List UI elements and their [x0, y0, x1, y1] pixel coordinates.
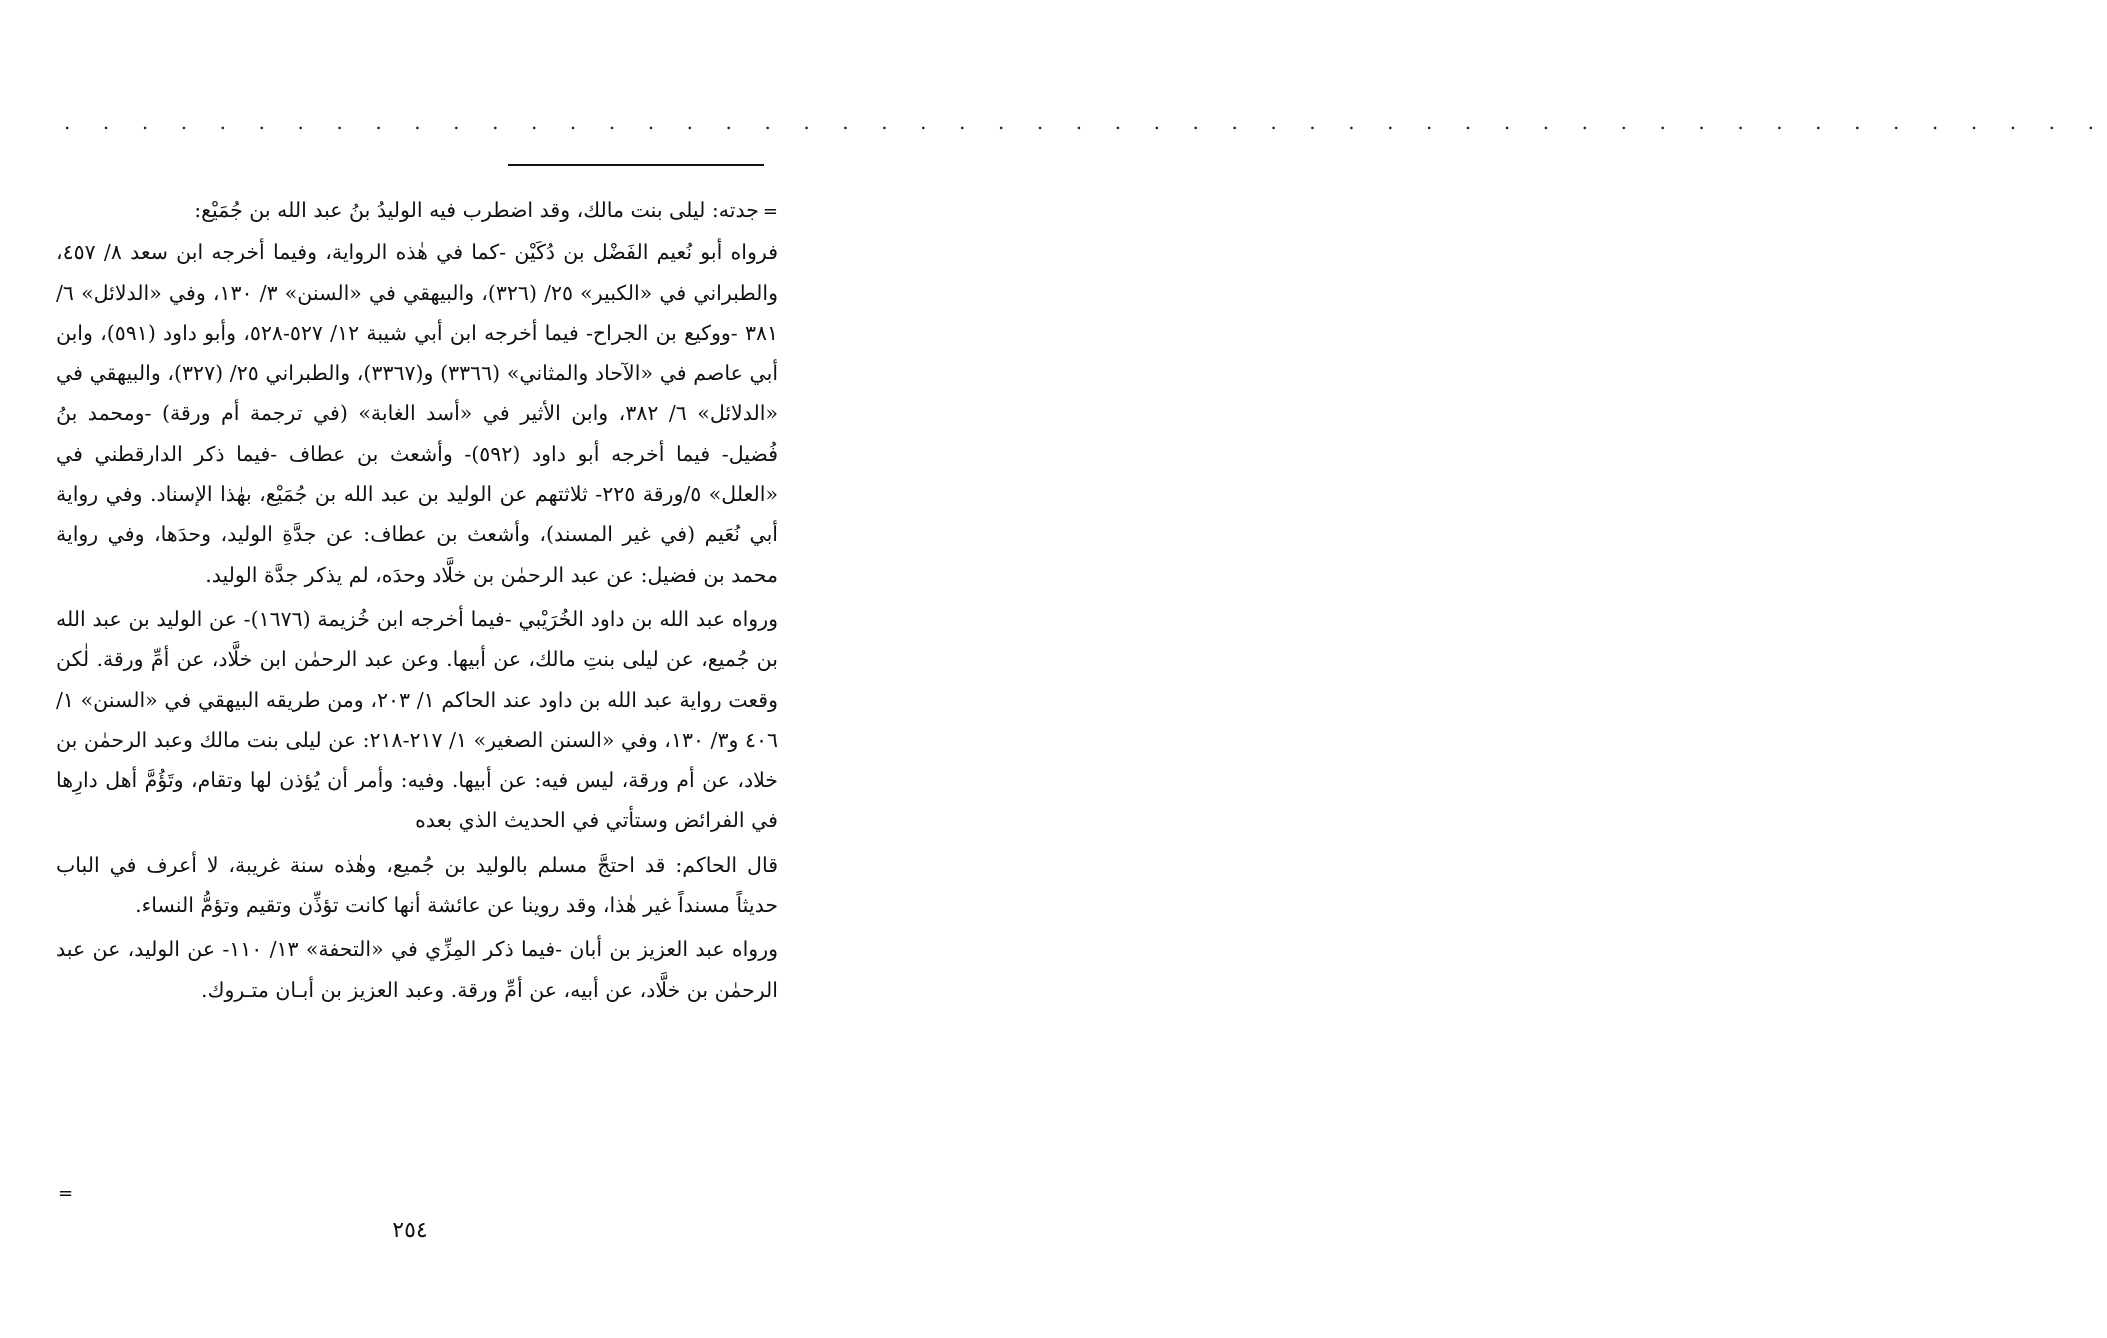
footnote-block [56, 190, 778, 1010]
dotted-separator: . . . . . . . . . . . . . . . . . . . . . . . . . . . . . . . . . . . . . . . . . . . . . . . . . . . . . [64, 110, 2107, 134]
footnote-paragraph-4: ورواه عبد العزيز بن أبان -فيما ذكر المِزِّي في «التحفة» ١٣/ ١١٠- عن الوليد، عن عبد الرحمٰن بن خلَّاد، عن أبيه، عن أمِّ ورقة. وعبد العزيز بن أبـان متـروك. [56, 937, 778, 1002]
footnote-first-line-text: جدته: ليلى بنت مالك، وقد اضطرب فيه الوليدُ بنُ عبد الله بن جُمَيْع: [194, 198, 759, 222]
page-number: ٢٥٤ [392, 1218, 428, 1243]
footnote-paragraph-3: قال الحاكم: قد احتجَّ مسلم بالوليد بن جُميع، وهٰذه سنة غريبة، لا أعرف في الباب حديثاً مسنداً غير هٰذا، وقد روينا عن عائشة أنها كانت تؤذِّن وتقيم وتؤمُّ النساء. [56, 852, 778, 918]
continuation-mark: = [762, 201, 778, 222]
footnote-paragraph-1: فرواه أبو نُعيم الفَضْل بن دُكَيْن -كما في هٰذه الرواية، وفيما أخرجه ابن سعد ٨/ ٤٥٧، والطبراني في «الكبير» ٢٥/ (٣٢٦)، والبيهقي في «السنن» ٣/ ١٣٠، وفي «الدلائل» ٦/ ٣٨١ -ووكيع بن الجراح- فيما أخرجه ابن أبي شيبة ١٢/ ٥٢٧-٥٢٨، وأبو داود (٥٩١)، وابن أبي عاصم في «الآحاد والمثاني» (٣٣٦٦) و(٣٣٦٧)، والطبراني ٢٥/ (٣٢٧)، والبيهقي في «الدلائل» ٦/ ٣٨٢، وابن الأثير في «أسد الغابة» (في ترجمة أم ورقة) -ومحمد بنُ فُضيل- فيما أخرجه أبو داود (٥٩٢)- وأشعث بن عطاف -فيما ذكر الدارقطني في «العلل» ٥/ورقة ٢٢٥- ثلاثتهم عن الوليد بن عبد الله بن جُمَيْع، بهٰذا الإسناد. وفي رواية أبي نُعَيم (في غير المسند)، وأشعث بن عطاف: عن جدَّةِ الوليد، وحدَها، وفي رواية محمد بن فضيل: عن عبد الرحمٰن بن خلَّاد وحدَه، لم يذكر جدَّة الوليد. [56, 240, 779, 587]
footnote-paragraph-2: ورواه عبد الله بن داود الخُرَيْبي -فيما أخرجه ابن خُزيمة (١٦٧٦)- عن الوليد بن عبد الله بن جُميع، عن ليلى بنتِ مالك، عن أبيها. وعن عبد الرحمٰن ابن خلَّاد، عن أمِّ ورقة. لٰكن وقعت رواية عبد الله بن داود عند الحاكم ١/ ٢٠٣، ومن طريقه البيهقي في «السنن» ١/ ٤٠٦ و٣/ ١٣٠، وفي «السنن الصغير» ١/ ٢١٧-٢١٨: عن ليلى بنت مالك وعبد الرحمٰن بن خلاد، عن أم ورقة، ليس فيه: عن أبيها. وفيه: وأمر أن يُؤذن لها وتقام، وتَؤُمَّ أهل دارِها في الفرائض وستأتي في الحديث الذي بعده [56, 606, 779, 833]
footnote-first-line [56, 190, 778, 232]
footnote-rule [508, 164, 764, 166]
continuation-end-mark: = [58, 1183, 74, 1204]
